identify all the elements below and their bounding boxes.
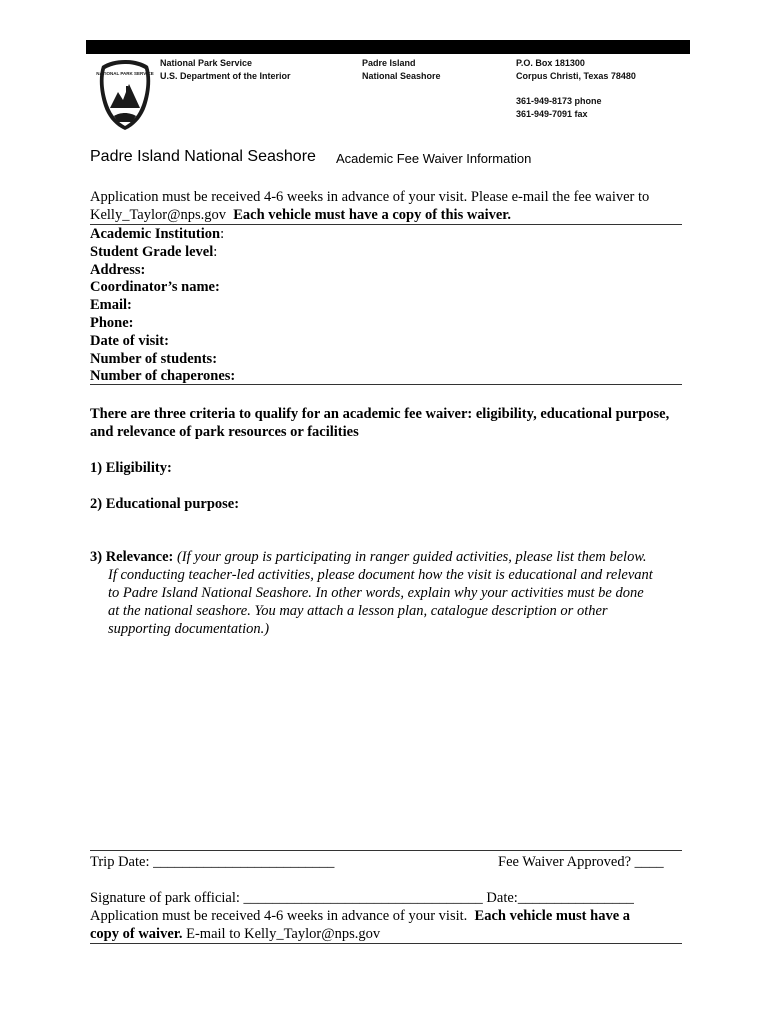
relevance-text-1: (If your group is participating in ranger guided activities, please list them below. bbox=[173, 549, 647, 565]
header-address bbox=[516, 57, 636, 121]
field-address: Address: bbox=[90, 261, 146, 278]
field-academic-institution: Academic Institution: bbox=[90, 226, 225, 242]
city-state: Corpus Christi, Texas 78480 bbox=[516, 71, 636, 81]
criteria-intro: There are three criteria to qualify for an academic fee waiver: eligibility, educational purpose, and relevance of park resources or facilities bbox=[90, 406, 670, 440]
document-title: Padre Island National Seashore bbox=[90, 148, 316, 165]
field-phone: Phone: bbox=[90, 314, 134, 331]
intro-line-1: Application must be received 4-6 weeks in advance of your visit. Please e-mail the fee waiver to bbox=[90, 189, 650, 205]
divider-top bbox=[90, 224, 682, 225]
phone-number: 361-949-8173 phone bbox=[516, 96, 602, 106]
fax-number: 361-949-7091 fax bbox=[516, 109, 588, 119]
agency-name: National Park Service bbox=[160, 58, 253, 68]
park-type: National Seashore bbox=[362, 71, 441, 81]
department-name: U.S. Department of the Interior bbox=[160, 71, 291, 81]
contact-email: Kelly_Taylor@nps.gov bbox=[90, 207, 234, 223]
criteria-relevance bbox=[90, 548, 690, 638]
relevance-text-3: to Padre Island National Seashore. In other words, explain why your activities must be done bbox=[108, 585, 644, 601]
field-number-of-students: Number of students: bbox=[90, 350, 218, 367]
relevance-label: 3) Relevance: bbox=[90, 549, 174, 565]
intro-line-2 bbox=[90, 206, 511, 224]
field-number-of-chaperones: Number of chaperones: bbox=[90, 368, 236, 385]
field-date-of-visit: Date of visit: bbox=[90, 332, 169, 349]
form-fields bbox=[90, 226, 235, 386]
nps-arrowhead-logo bbox=[96, 58, 154, 132]
criteria-educational-purpose: 2) Educational purpose: bbox=[90, 496, 240, 512]
divider-fields bbox=[90, 384, 682, 385]
field-student-grade: Student Grade level: bbox=[90, 243, 218, 260]
divider-footer bbox=[90, 850, 682, 851]
header-park bbox=[362, 57, 441, 83]
relevance-text-5: supporting documentation.) bbox=[108, 621, 270, 637]
footer-note-1: Application must be received 4-6 weeks in advance of your visit. Each vehicle must have a bbox=[90, 908, 631, 924]
header-agency bbox=[160, 57, 291, 83]
divider-bottom bbox=[90, 943, 682, 944]
fee-waiver-approved-field: Fee Waiver Approved? ____ bbox=[498, 854, 664, 870]
document-subtitle: Academic Fee Waiver Information bbox=[336, 151, 532, 166]
park-name: Padre Island bbox=[362, 58, 416, 68]
header-bar bbox=[86, 40, 690, 54]
footer-note-2: copy of waiver. E-mail to Kelly_Taylor@nps.gov bbox=[90, 926, 381, 942]
vehicle-notice: Each vehicle must have a copy of this waiver. bbox=[233, 207, 512, 223]
relevance-text-2: If conducting teacher-led activities, please document how the visit is educational and relevant bbox=[108, 567, 653, 583]
field-email: Email: bbox=[90, 297, 132, 314]
field-coordinator-name: Coordinator’s name: bbox=[90, 279, 220, 296]
logo-text: NATIONAL PARK SERVICE bbox=[96, 71, 154, 76]
criteria-eligibility: 1) Eligibility: bbox=[90, 460, 172, 476]
trip-date-field: Trip Date: _________________________ bbox=[90, 854, 335, 870]
signature-field: Signature of park official: _________________________________ Date:________________ bbox=[90, 890, 634, 906]
po-box: P.O. Box 181300 bbox=[516, 58, 585, 68]
relevance-text-4: at the national seashore. You may attach a lesson plan, catalogue description or other bbox=[108, 603, 608, 619]
